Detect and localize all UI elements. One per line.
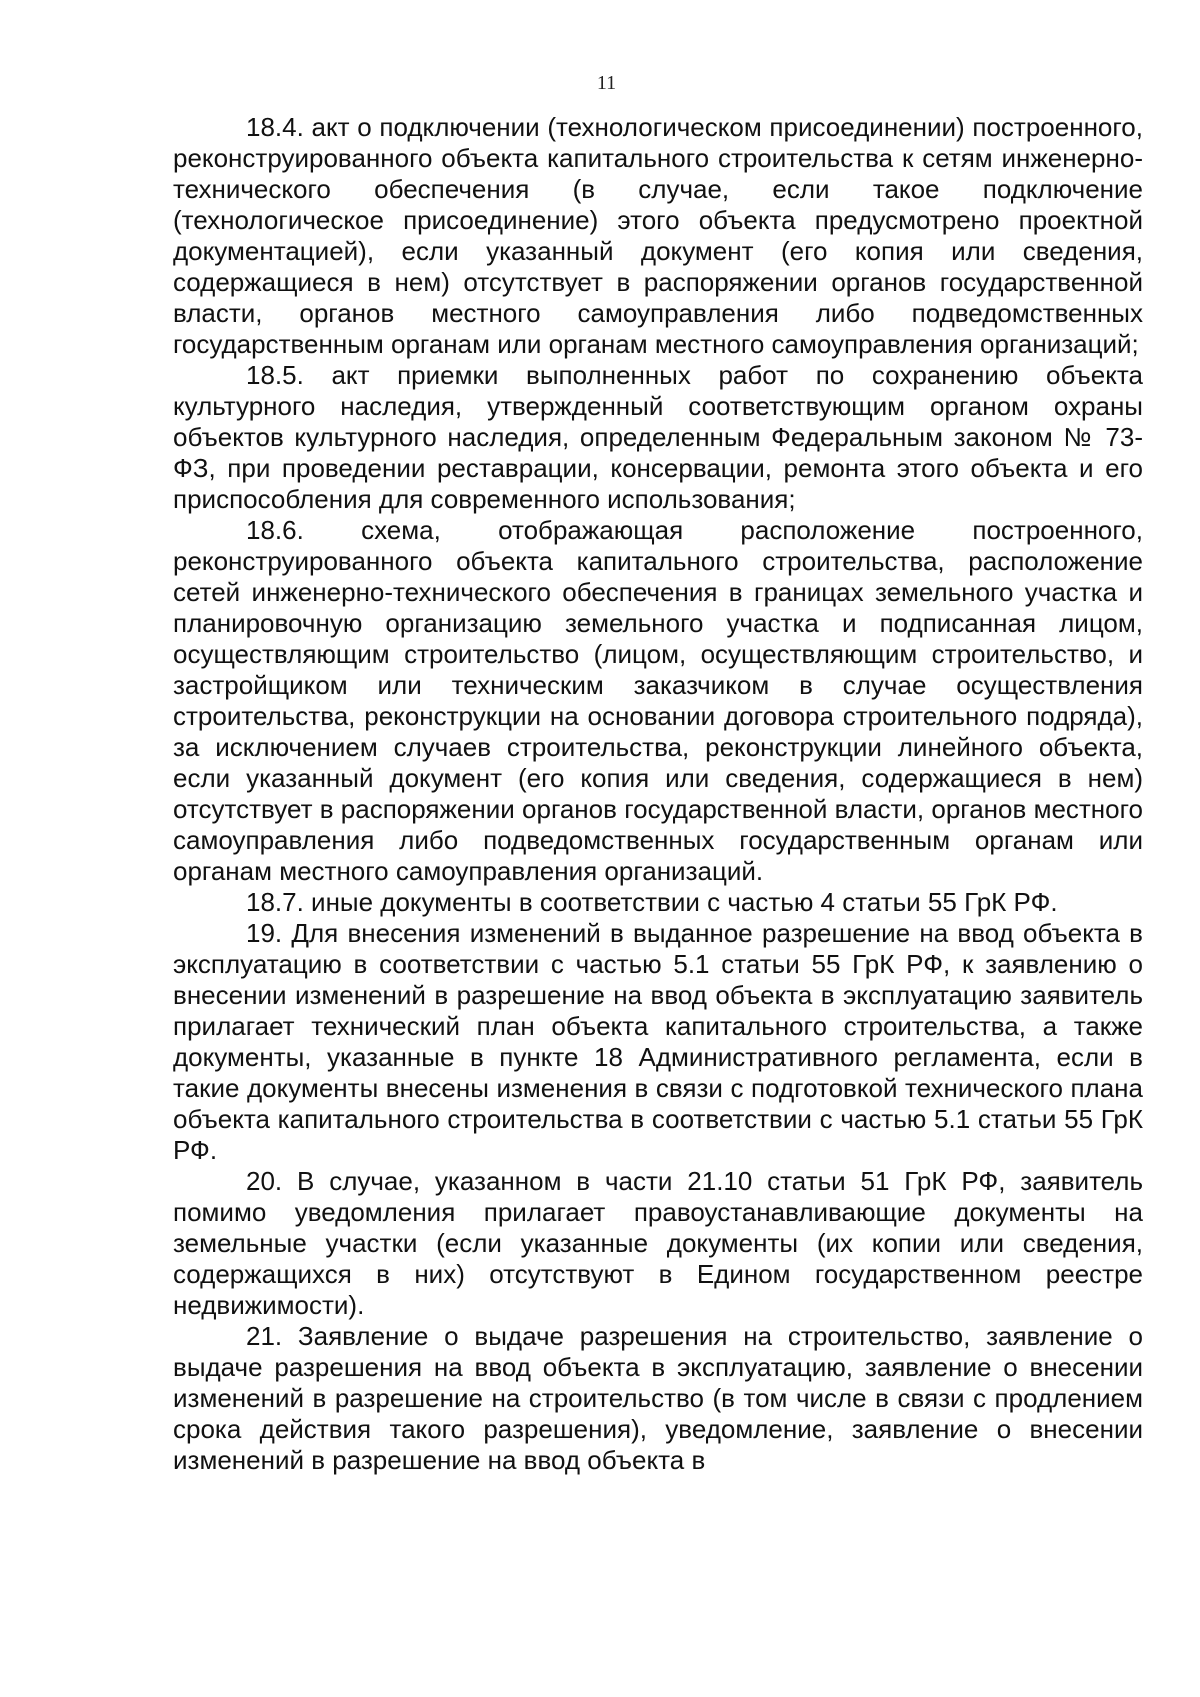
document-body	[173, 112, 1143, 1476]
paragraph-18-5: 18.5. акт приемки выполненных работ по сохранению объекта культурного наследия, утвержденный соответствующим органом охраны объектов культурного наследия, определенным Федеральным законом № 73-ФЗ, при проведении реставрации, консервации, ремонта этого объекта и его приспособления для современного использования;	[173, 360, 1143, 514]
paragraph-18-7: 18.7. иные документы в соответствии с частью 4 статьи 55 ГрК РФ.	[246, 887, 1058, 917]
paragraph-19: 19. Для внесения изменений в выданное разрешение на ввод объекта в эксплуатацию в соответствии с частью 5.1 статьи 55 ГрК РФ, к заявлению о внесении изменений в разрешение на ввод объекта в эксплуатацию заявитель прилагает технический план объекта капитального строительства, а также документы, указанные в пункте 18 Административного регламента, если в такие документы внесены изменения в связи с подготовкой технического плана объекта капитального строительства в соответствии с частью 5.1 статьи 55 ГрК РФ.	[173, 918, 1143, 1165]
paragraph-18-6: 18.6. схема, отображающая расположение построенного, реконструированного объекта капитального строительства, расположение сетей инженерно-технического обеспечения в границах земельного участка и планировочную организацию земельного участка и подписанная лицом, осуществляющим строительство (лицом, осуществляющим строительство, и застройщиком или техническим заказчиком в случае осуществления строительства, реконструкции на основании договора строительного подряда), за исключением случаев строительства, реконструкции линейного объекта, если указанный документ (его копия или сведения, содержащиеся в нем) отсутствует в распоряжении органов государственной власти, органов местного самоуправления либо подведомственных государственным органам или органам местного самоуправления организаций.	[173, 515, 1143, 886]
page-number: 11	[596, 72, 617, 94]
paragraph-18-4: 18.4. акт о подключении (технологическом присоединении) построенного, реконструированного объекта капитального строительства к сетям инженерно-технического обеспечения (в случае, если такое подключение (технологическое присоединение) этого объекта предусмотрено проектной документацией), если указанный документ (его копия или сведения, содержащиеся в нем) отсутствует в распоряжении органов государственной власти, органов местного самоуправления либо подведомственных государственным органам или органам местного самоуправления организаций;	[173, 112, 1143, 359]
paragraph-21: 21. Заявление о выдаче разрешения на строительство, заявление о выдаче разрешения на ввод объекта в эксплуатацию, заявление о внесении изменений в разрешение на строительство (в том числе в связи с продлением срока действия такого разрешения), уведомление, заявление о внесении изменений в разрешение на ввод объекта в	[173, 1321, 1143, 1475]
paragraph-20: 20. В случае, указанном в части 21.10 статьи 51 ГрК РФ, заявитель помимо уведомления прилагает правоустанавливающие документы на земельные участки (если указанные документы (их копии или сведения, содержащихся в них) отсутствуют в Едином государственном реестре недвижимости).	[173, 1166, 1143, 1320]
